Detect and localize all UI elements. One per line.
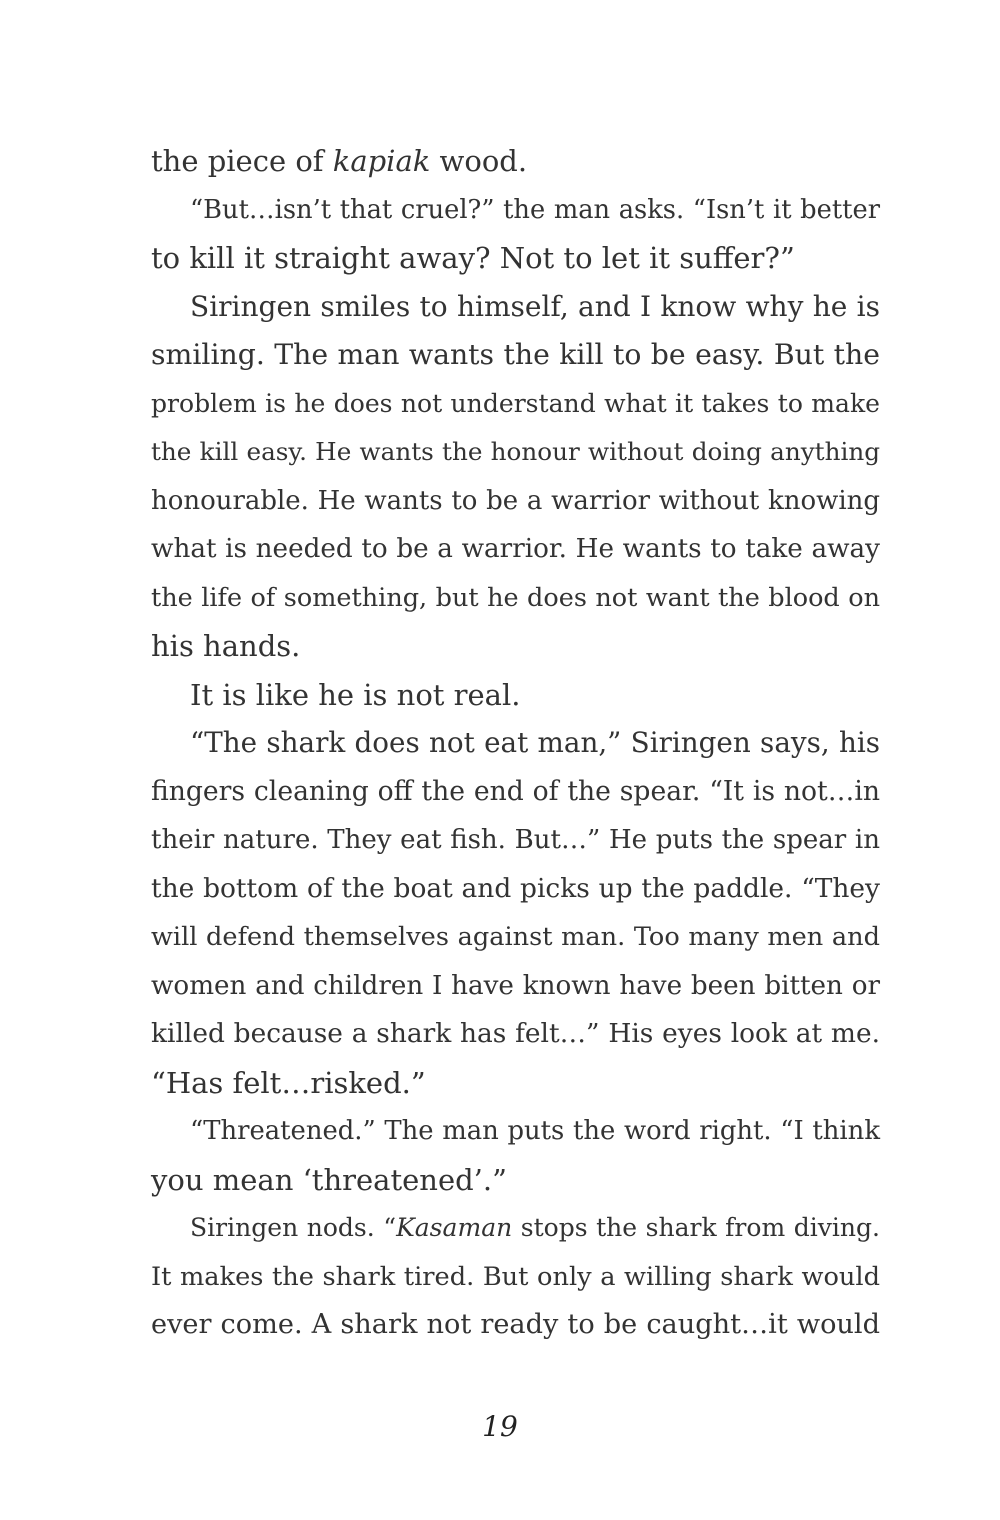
text-run: Siringen nods. “	[190, 1213, 397, 1242]
paragraph-line: fingers cleaning off the end of the spear. “It is not…in	[151, 775, 880, 807]
italic-word: Kasaman	[396, 1213, 513, 1242]
paragraph-line: will defend themselves against man. Too many men and	[151, 922, 880, 952]
text-run: stops the shark from diving.	[512, 1213, 880, 1242]
paragraph-line: It is like he is not real.	[190, 677, 521, 712]
text-run: wood.	[430, 144, 528, 178]
body-text	[151, 137, 880, 1350]
paragraph-line: Siringen smiles to himself, and I know why he is	[190, 289, 880, 323]
paragraph-line: you mean ‘threatened’.”	[151, 1162, 507, 1197]
paragraph-line: his hands.	[151, 629, 301, 663]
paragraph-line: what is needed to be a warrior. He wants to take away	[151, 534, 880, 564]
paragraph-line	[151, 137, 880, 186]
italic-word: kapiak	[332, 144, 431, 178]
page-number: 19	[482, 1410, 518, 1443]
text-run: the piece of	[151, 144, 333, 178]
paragraph-line: the kill easy. He wants the honour without doing anything	[151, 437, 880, 466]
paragraph-line: the life of something, but he does not want the blood on	[151, 582, 880, 613]
paragraph-line: the bottom of the boat and picks up the paddle. “They	[151, 872, 880, 904]
paragraph-line: honourable. He wants to be a warrior without knowing	[151, 485, 880, 516]
paragraph-line: “Threatened.” The man puts the word right. “I think	[190, 1116, 880, 1146]
paragraph-line: their nature. They eat fish. But…” He puts the spear in	[151, 825, 880, 855]
paragraph-line: women and children I have known have been bitten or	[151, 970, 880, 1001]
paragraph-line: killed because a shark has felt…” His eyes look at me.	[151, 1018, 880, 1049]
paragraph-line	[151, 1204, 880, 1253]
paragraph-line: “But…isn’t that cruel?” the man asks. “Isn’t it better	[190, 194, 880, 225]
paragraph-line: smiling. The man wants the kill to be easy. But the	[151, 338, 880, 371]
paragraph-line: “Has felt…risked.”	[151, 1065, 426, 1100]
paragraph-line: It makes the shark tired. But only a willing shark would	[151, 1261, 880, 1292]
paragraph-line: to kill it straight away? Not to let it suffer?”	[151, 241, 795, 275]
paragraph-line: problem is he does not understand what it takes to make	[151, 388, 880, 418]
paragraph-line: “The shark does not eat man,” Siringen says, his	[190, 726, 880, 759]
paragraph-line: ever come. A shark not ready to be caught…it would	[151, 1309, 880, 1340]
